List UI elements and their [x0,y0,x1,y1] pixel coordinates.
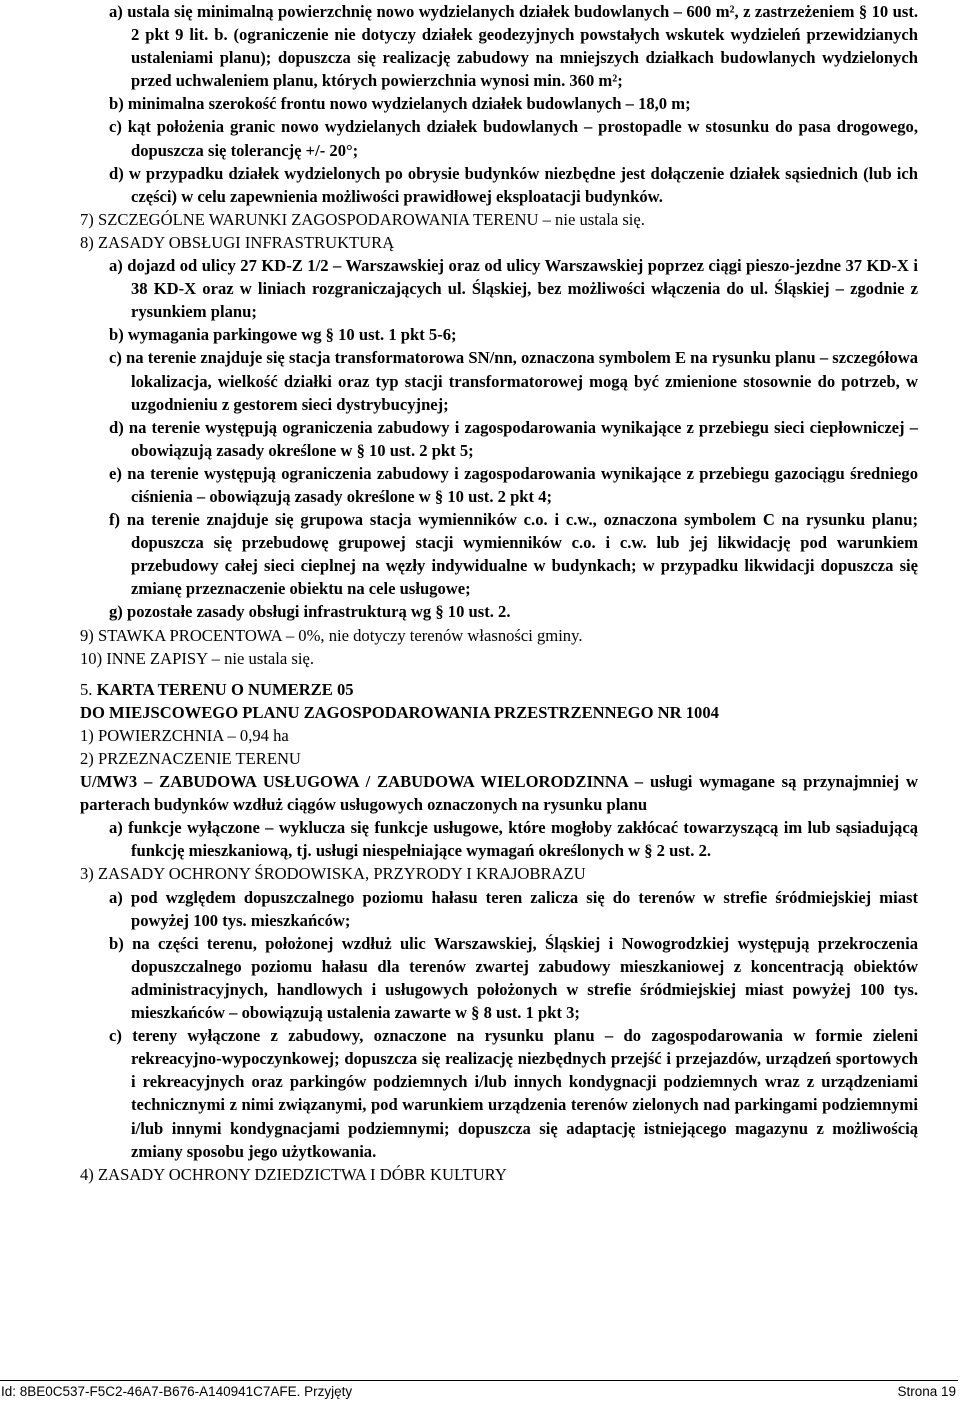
list-item: a) funkcje wyłączone – wyklucza się funkcje usługowe, które mogłoby zakłócać towarzyszącą im lub sąsiadującą funkcję mieszkaniową, tj. usługi niespełniające wymagań określonych w § 2 ust. 2. [109,818,918,861]
page-number: Strona 19 [897,1384,956,1399]
list-item: c) kąt położenia granic nowo wydzielanych działek budowlanych – prostopadle w stosunku do pasa drogowego, dopuszcza się tolerancję +/- 20°; [109,117,918,160]
list-item: b) wymagania parkingowe wg § 10 ust. 1 pkt 5-6; [109,325,457,345]
list-item: b) minimalna szerokość frontu nowo wydzielanych działek budowlanych – 18,0 m; [109,94,691,114]
paragraph: 10) INNE ZAPISY – nie ustala się. [80,648,314,668]
paragraph: 1) POWIERZCHNIA – 0,94 ha [80,725,289,745]
paragraph: 8) ZASADY OBSŁUGI INFRASTRUKTURĄ [80,232,395,252]
paragraph: U/MW3 – ZABUDOWA USŁUGOWA / ZABUDOWA WIELORODZINNA – usługi wymagane są przynajmniej w parterach budynków wzdłuż ciągów usługowych oznaczonych na rysunku planu [80,772,918,815]
document-body [80,0,918,1186]
list-item: a) dojazd od ulicy 27 KD-Z 1/2 – Warszawskiej oraz od ulicy Warszawskiej poprzez ciągi pieszo-jezdne 37 KD-X i 38 KD-X oraz w liniach rozgraniczających ul. Śląskiej, bez możliwości włączenia do ul. Śląskiej – zgodnie z rysunkiem planu; [109,256,918,322]
list-item: f) na terenie znajduje się grupowa stacja wymienników c.o. i c.w., oznaczona symbolem C na rysunku planu; dopuszcza się przebudowę grupowej stacji wymienników c.o. i c.w. lub jej likwidację pod warunkiem przebudowy całej sieci cieplnej na węzły indywidualne w budynkach; w przypadku likwidacji dopuszcza się zmianę przeznaczenie obiektu na cele usługowe; [109,510,918,599]
list-item: c) na terenie znajduje się stacja transformatorowa SN/nn, oznaczona symbolem E na rysunku planu – szczegółowa lokalizacja, wielkość działki oraz typ stacji transformatorowej mogą być zmienione stosownie do potrzeb, w uzgodnieniu z gestorem sieci dystrybucyjnej; [109,348,918,414]
paragraph: 9) STAWKA PROCENTOWA – 0%, nie dotyczy terenów własności gminy. [80,625,583,645]
paragraph: 7) SZCZEGÓLNE WARUNKI ZAGOSPODAROWANIA TERENU – nie ustala się. [80,209,645,229]
paragraph: 4) ZASADY OCHRONY DZIEDZICTWA I DÓBR KULTURY [80,1164,507,1184]
paragraph: DO MIEJSCOWEGO PLANU ZAGOSPODAROWANIA PRZESTRZENNEGO NR 1004 [80,702,719,722]
paragraph: 2) PRZEZNACZENIE TERENU [80,749,301,768]
list-item: b) na części terenu, położonej wzdłuż ulic Warszawskiej, Śląskiej i Nowogrodzkiej występują przekroczenia dopuszczalnego poziomu hałasu dla terenów zwartej zabudowy mieszkaniowej z koncentracją obiektów administracyjnych, handlowych i usługowych położonych w strefie śródmiejskiej miast powyżej 100 tys. mieszkańców – obowiązują ustalenia zawarte w § 8 ust. 1 pkt 3; [109,933,918,1023]
document-id: Id: 8BE0C537-F5C2-46A7-B676-A140941C7AFE. Przyjęty [1,1384,353,1399]
list-item: d) w przypadku działek wydzielonych po obrysie budynków niezbędne jest dołączenie działek sąsiednich (lub ich części) w celu zapewnienia możliwości prawidłowej eksploatacji budynków. [109,163,918,206]
list-item: g) pozostałe zasady obsługi infrastrukturą wg § 10 ust. 2. [109,602,511,622]
list-item: d) na terenie występują ograniczenia zabudowy i zagospodarowania wynikające z przebiegu sieci ciepłowniczej – obowiązują zasady określone w § 10 ust. 2 pkt 5; [109,417,918,460]
list-item: e) na terenie występują ograniczenia zabudowy i zagospodarowania wynikające z przebiegu gazociągu średniego ciśnienia – obowiązują zasady określone w § 10 ust. 2 pkt 4; [109,463,918,506]
paragraph: 5. KARTA TERENU O NUMERZE 05 [80,679,354,699]
paragraph: 3) ZASADY OCHRONY ŚRODOWISKA, PRZYRODY I KRAJOBRAZU [80,864,586,884]
list-item: a) ustala się minimalną powierzchnię nowo wydzielanych działek budowlanych – 600 m², z zastrzeżeniem § 10 ust. 2 pkt 9 lit. b. (ograniczenie nie dotyczy działek geodezyjnych powstałych wskutek wydzieleń przewidzianych ustaleniami planu); dopuszcza się realizację zabudowy na mniejszych działkach budowlanych wydzielonych przed uchwaleniem planu, których powierzchnia wynosi min. 360 m²; [109,2,918,91]
list-item: c) tereny wyłączone z zabudowy, oznaczone na rysunku planu – do zagospodarowania w formie zieleni rekreacyjno-wypoczynkowej; dopuszcza się realizację niezbędnych przejść i przejazdów, urządzeń sportowych i rekreacyjnych oraz parkingów podziemnych i/lub innych kondygnacji podziemnych wraz z urządzeniami technicznymi z nimi związanymi, pod warunkiem urządzenia terenów zielonych nad parkingami podziemnymi i/lub innymi kondygnacjami podziemnymi; dopuszcza się adaptację istniejącego magazynu z możliwością zmiany sposobu jego użytkowania. [109,1026,918,1161]
list-item: a) pod względem dopuszczalnego poziomu hałasu teren zalicza się do terenów w strefie śródmiejskiej miast powyżej 100 tys. mieszkańców; [109,887,918,930]
page-footer [0,1380,958,1399]
